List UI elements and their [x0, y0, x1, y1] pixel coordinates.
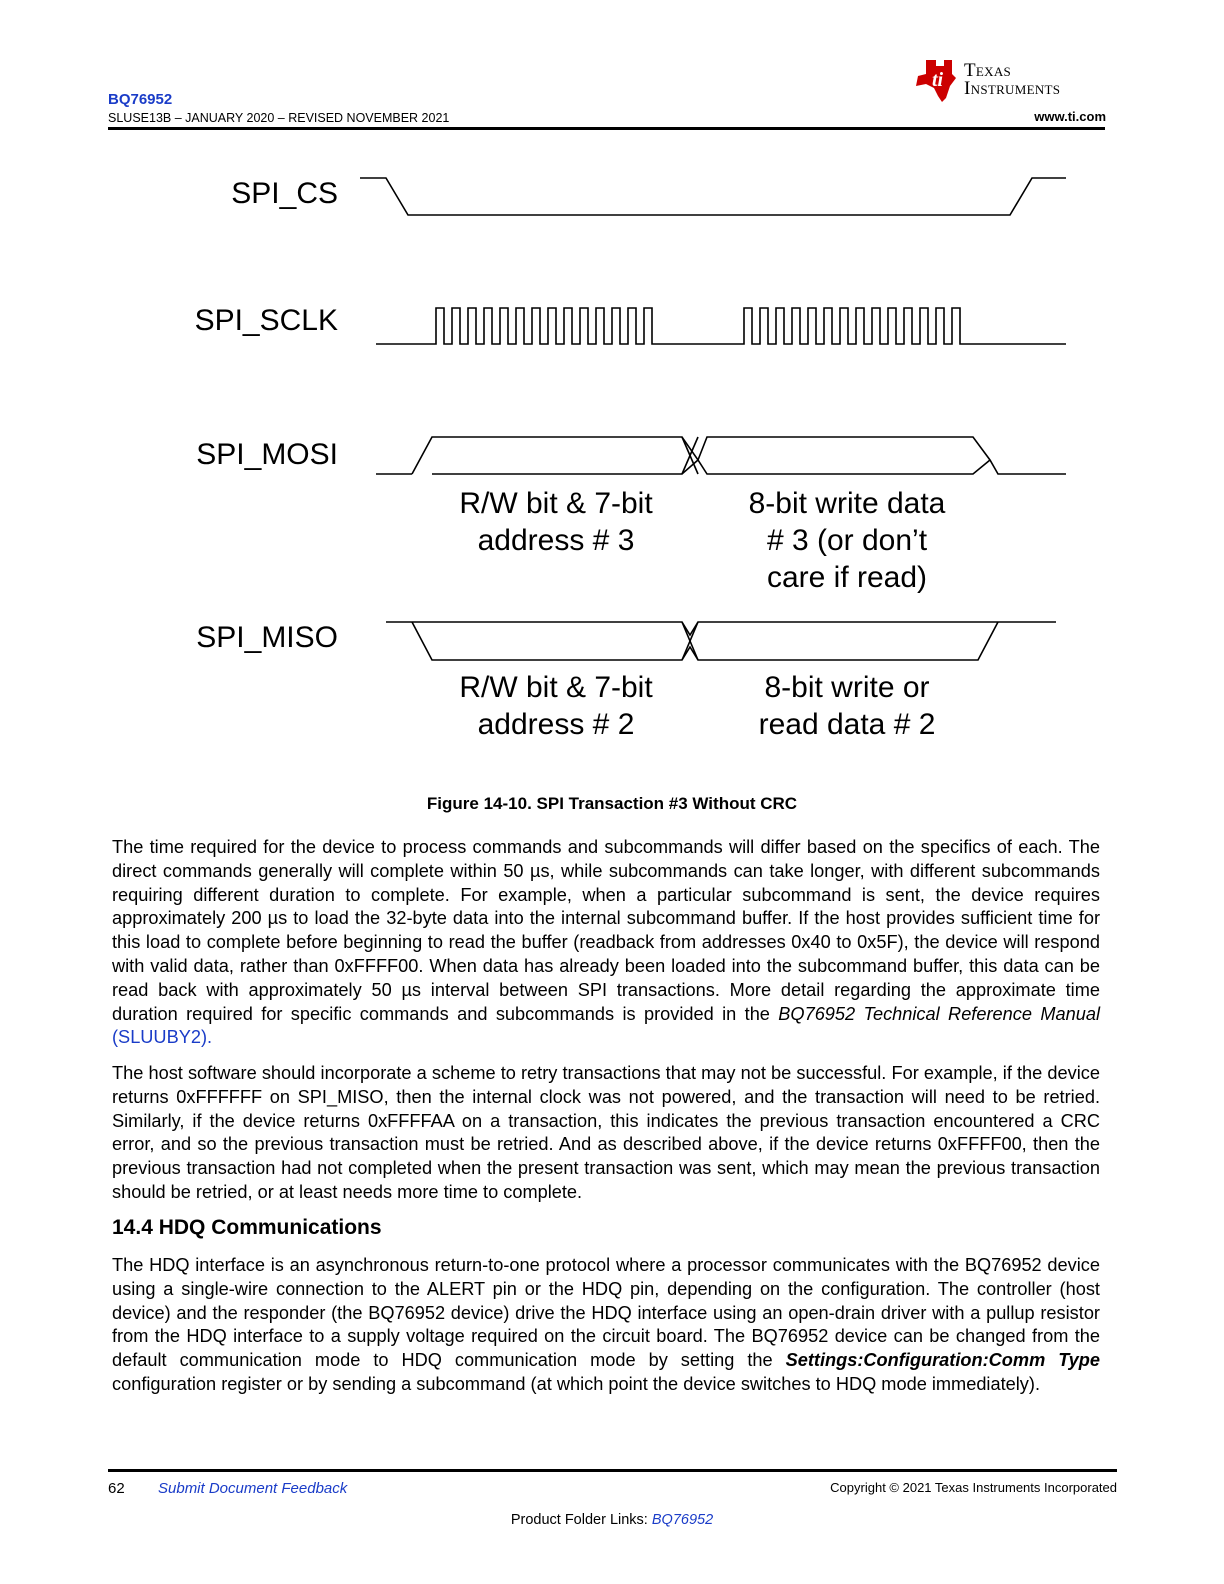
mosi-data-line-1: 8-bit write data: [748, 487, 946, 520]
comm-type-register: Settings:Configuration:Comm Type: [785, 1350, 1100, 1371]
signal-label-cs: SPI_CS: [231, 177, 338, 210]
miso-data-line-2: read data # 2: [758, 708, 936, 741]
miso-address-line-2: address # 2: [477, 708, 635, 741]
bq76952-folder-link[interactable]: BQ76952: [651, 1512, 714, 1528]
section-heading-hdq: 14.4 HDQ Communications: [112, 1216, 382, 1239]
part-number: BQ76952: [108, 91, 173, 108]
miso-data-line-1: 8-bit write or: [764, 671, 930, 704]
paragraph-processing-time: [112, 836, 1100, 1050]
mosi-data-line-3: care if read): [766, 561, 928, 594]
miso-bus-top: [412, 622, 1056, 635]
header-rule: [108, 127, 1105, 130]
website-link[interactable]: www.ti.com: [1034, 109, 1106, 124]
brand-name: [964, 62, 1060, 98]
mosi-bus-top: [412, 437, 1066, 474]
miso-bus-bottom: [412, 622, 998, 660]
miso-segment-address: [406, 669, 706, 743]
spi-timing-diagram: [0, 160, 1224, 760]
brand-line-1: Texas: [964, 60, 1012, 81]
paragraph-1-text: The time required for the device to process commands and subcommands will differ based on the specifics of each. The direct commands generally will complete within 50 µs, while subcommands can take longer, with different subcommands requiring different duration to complete. For example, when a particular subcommand is sent, the device requires approximately 200 µs to load the 32-byte data into the internal subcommand buffer. If the host provides sufficient time for this load to complete before beginning to read the buffer (readback from addresses 0x40 to 0x5F), the device will respond with valid data, rather than 0xFFFF00. When data has already been loaded into the subcommand buffer, this data can be read back with approximately 50 µs interval between SPI transactions. More detail regarding the approximate time duration required for specific commands and subcommands is provided in the: [112, 837, 1100, 1024]
mosi-address-line-1: R/W bit & 7-bit: [459, 487, 653, 520]
mosi-address-line-2: address # 3: [477, 524, 635, 557]
folder-links-label: Product Folder Links:: [510, 1512, 652, 1528]
submit-feedback-link[interactable]: Submit Document Feedback: [158, 1480, 348, 1497]
ti-logo-icon: [912, 56, 962, 106]
document-id: SLUSE13B – JANUARY 2020 – REVISED NOVEMBER 2021: [108, 111, 450, 125]
miso-segment-data: [697, 669, 997, 743]
signal-label-sclk: SPI_SCLK: [194, 304, 338, 337]
product-folder-links: [0, 1512, 1224, 1528]
copyright: Copyright © 2021 Texas Instruments Incorporated: [830, 1480, 1117, 1495]
mosi-data-line-2: # 3 (or don’t: [766, 524, 928, 557]
signal-label-mosi: SPI_MOSI: [196, 438, 338, 471]
mosi-segment-address: [406, 485, 706, 559]
sclk-waveform: [376, 308, 1066, 344]
paragraph-retry-scheme: The host software should incorporate a scheme to retry transactions that may not be successful. For example, if the device returns 0xFFFFFF on SPI_MISO, then the internal clock was not powered, and the transaction will need to be retried. Similarly, if the device returns 0xFFFFAA on a transaction, this indicates the previous transaction encountered a CRC error, and so the previous transaction must be retried. And as described above, if the device returns 0xFFFF00, then the previous transaction had not completed when the present transaction was sent, which may mean the previous transaction should be retried, or at least needs more time to complete.: [112, 1063, 1100, 1202]
signal-label-miso: SPI_MISO: [196, 621, 338, 654]
mosi-segment-data: [697, 485, 997, 596]
brand-line-2: Instruments: [964, 78, 1061, 99]
paragraph-3-tail: configuration register or by sending a subcommand (at which point the device switches to HDQ mode immediately).: [112, 1373, 1040, 1394]
figure-caption: Figure 14-10. SPI Transaction #3 Without CRC: [426, 794, 798, 813]
paragraph-hdq-interface: [112, 1254, 1100, 1397]
sluuby2-link[interactable]: (SLUUBY2).: [112, 1027, 213, 1048]
cs-waveform: [360, 178, 1066, 215]
footer-rule: [108, 1469, 1117, 1472]
page-number: 62: [108, 1480, 125, 1497]
miso-address-line-1: R/W bit & 7-bit: [459, 671, 653, 704]
trm-reference: BQ76952 Technical Reference Manual: [778, 1003, 1100, 1024]
mosi-bus-bottom: [432, 460, 990, 474]
paragraph-3-text: The HDQ interface is an asynchronous return-to-one protocol where a processor communicates with the BQ76952 device using a single-wire connection to the ALERT pin or the HDQ pin, depending on the configuration. The controller (host device) and the responder (the BQ76952 device) drive the HDQ interface using an open-drain driver with a pullup resistor from the HDQ interface to a supply voltage required on the circuit board. The BQ76952 device can be changed from the default communication mode to HDQ communication mode by setting the: [112, 1255, 1100, 1371]
ti-logo[interactable]: [912, 56, 1108, 106]
svg-text:ti: ti: [932, 69, 944, 91]
